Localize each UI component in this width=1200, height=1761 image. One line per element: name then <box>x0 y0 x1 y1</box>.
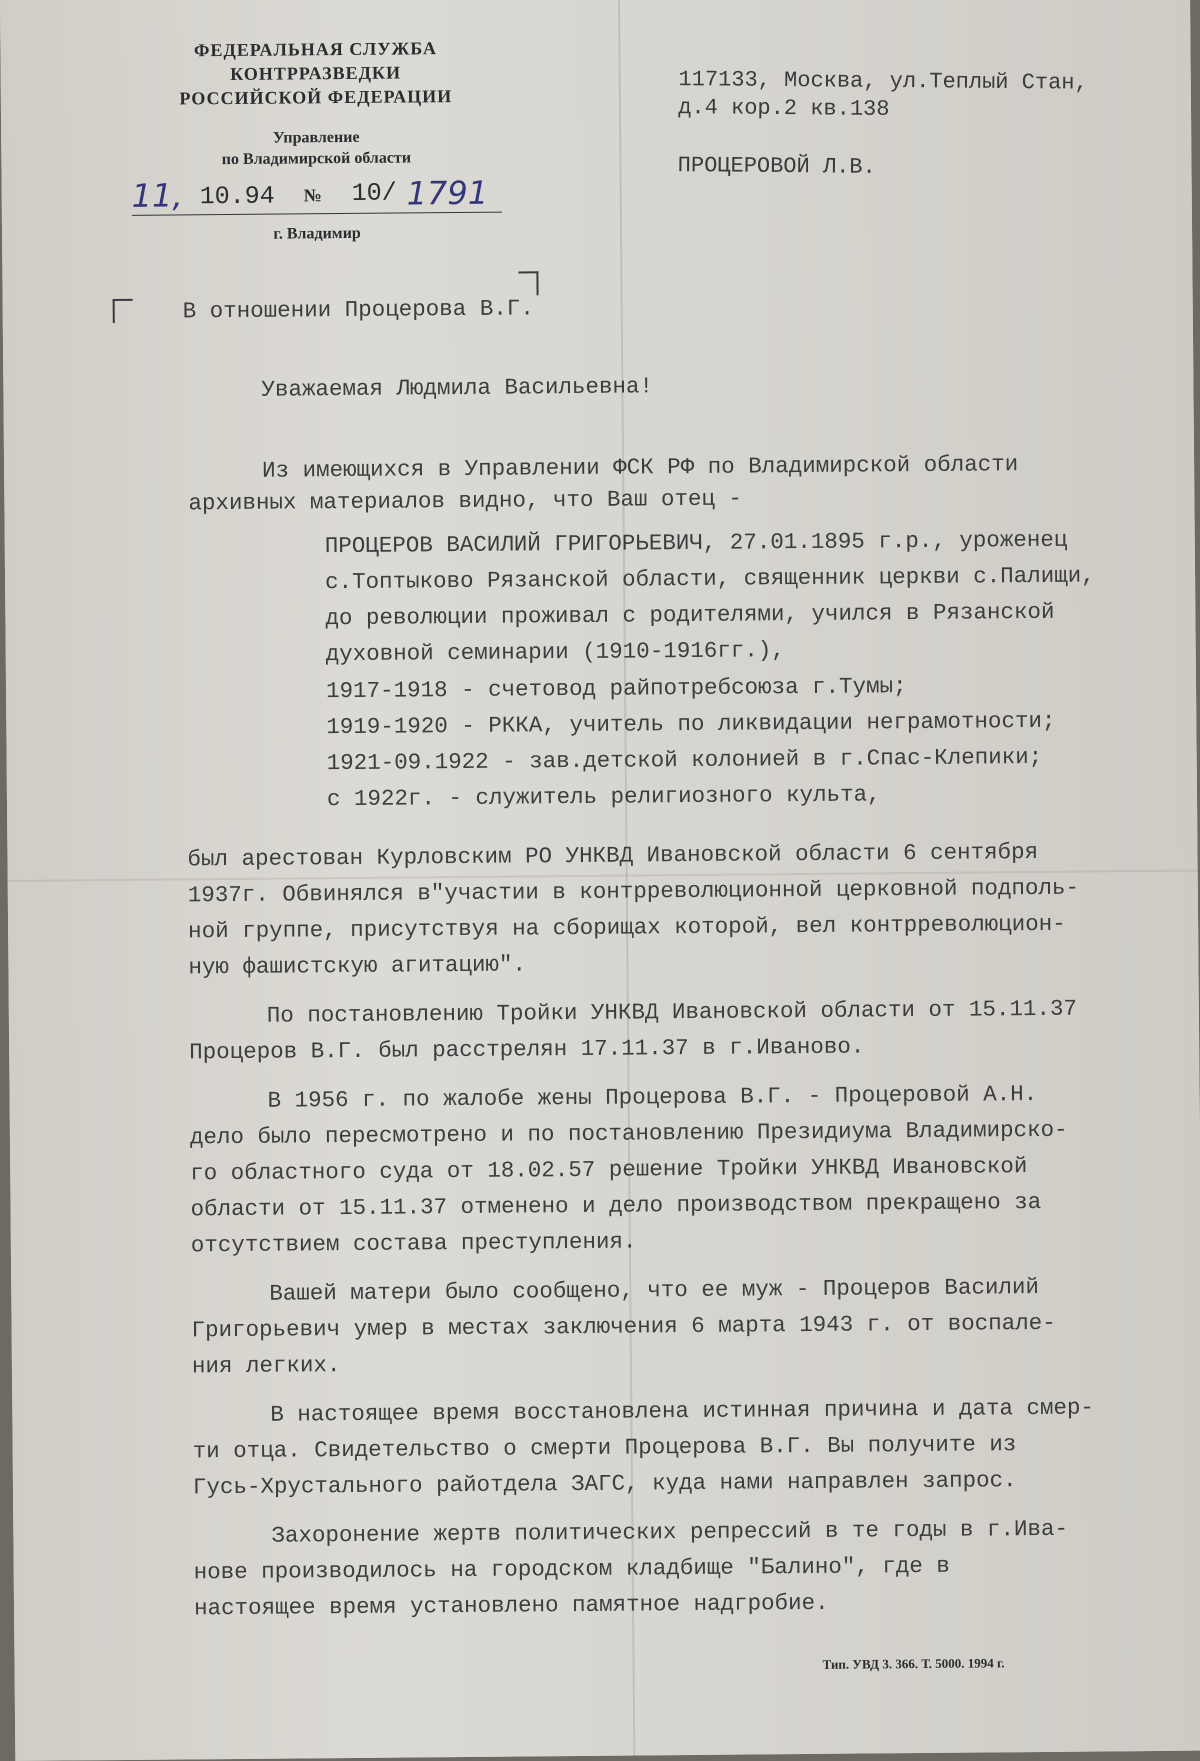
body-line: нове производилось на городском кладбище "Балино", где в <box>193 1552 950 1586</box>
bio-line: духовной семинарии (1910-1916гг.), <box>325 637 785 668</box>
subject-bracket-left <box>113 299 133 323</box>
bio-line: 1919-1920 - РККА, учитель по ликвидации неграмотности; <box>326 707 1056 741</box>
body-line: 1937г. Обвинялся в"участии в контрреволюционной церковной подполь- <box>187 874 1080 909</box>
letterhead-organization: ФЕДЕРАЛЬНАЯ СЛУЖБА КОНТРРАЗВЕДКИ РОССИЙСКОЙ ФЕДЕРАЦИИ <box>179 38 453 109</box>
recipient-address <box>678 66 1088 184</box>
date-underline <box>132 212 502 216</box>
subject-bracket-right <box>518 271 538 295</box>
number-sign: № <box>303 185 322 206</box>
body-line: По постановлению Тройки УНКВД Ивановской области от 15.11.37 <box>266 995 1078 1029</box>
body-line: ную фашистскую агитацию". <box>188 951 527 981</box>
body-line: Вашей матери было сообщено, что ее муж - Процеров Василий <box>269 1273 1040 1307</box>
letterhead-date-number-line <box>131 173 502 219</box>
subject-line: В отношении Процерова В.Г. <box>182 295 534 325</box>
typed-date: 10.94 <box>199 181 275 212</box>
recipient-name: ПРОЦЕРОВОЙ Л.В. <box>677 153 876 180</box>
body-line: ния легких. <box>191 1352 341 1380</box>
handwritten-day: 11, <box>131 176 183 215</box>
letterhead-department: Управление по Владимирской области <box>221 128 412 169</box>
body-line: Гусь-Хрустального райотдела ЗАГС, куда нами направлен запрос. <box>192 1467 1017 1501</box>
bio-line: 1917-1918 - счетовод райпотребсоюза г.Тумы; <box>325 673 907 705</box>
address-line-1: 117133, Москва, ул.Теплый Стан, <box>678 67 1088 96</box>
salutation: Уважаемая Людмила Васильевна! <box>261 373 654 403</box>
bio-line: с.Топтыково Рязанской области, священник церкви с.Палищи, <box>324 562 1095 596</box>
printer-mark: Тип. УВД 3. 366. Т. 5000. 1994 г. <box>822 1655 1005 1672</box>
body-line: настоящее время установлено памятное надгробие. <box>193 1589 829 1622</box>
bio-line: ПРОЦЕРОВ ВАСИЛИЙ ГРИГОРЬЕВИЧ, 27.01.1895 г.р., уроженец <box>324 526 1068 560</box>
letter-body <box>182 290 1183 1622</box>
body-line: го областного суда от 18.02.57 решение Тройки УНКВД Ивановской <box>190 1153 1028 1187</box>
body-line: Из имеющихся в Управлении ФСК РФ по Владимирской области <box>262 451 1019 484</box>
body-line: дело было пересмотрено и по постановлению Президиума Владимирско- <box>189 1116 1068 1151</box>
body-line: был арестован Курловским РО УНКВД Ивановской области 6 сентября <box>187 838 1039 873</box>
body-line: Григорьевич умер в местах заключения 6 марта 1943 г. от воспале- <box>191 1309 1056 1344</box>
body-line: Процеров В.Г. был расстрелян 17.11.37 в г.Иваново. <box>189 1033 865 1066</box>
letterhead <box>130 36 502 245</box>
bio-line: с 1922г. - служитель религиозного культа, <box>326 781 881 813</box>
letterhead-city: г. Владимир <box>273 224 361 243</box>
body-line: Захоронение жертв политических репрессий в те годы в г.Ива- <box>271 1515 1069 1549</box>
body-line: отсутствием состава преступления. <box>190 1228 637 1259</box>
body-line: В настоящее время восстановлена истинная причина и дата смер- <box>270 1394 1095 1428</box>
handwritten-number: 1791 <box>406 173 489 213</box>
body-line: области от 15.11.37 отменено и дело производством прекращено за <box>190 1188 1042 1223</box>
body-line: архивных материалов видно, что Ваш отец - <box>188 485 743 517</box>
body-line: ной группе, присутствуя на сборищах которой, вел контрреволюцион- <box>188 910 1066 945</box>
address-line-2: д.4 кор.2 кв.138 <box>678 95 890 122</box>
typed-number: 10/ <box>351 178 397 208</box>
bio-line: до революции проживал с родителями, учился в Рязанской <box>325 598 1055 632</box>
bio-line: 1921-09.1922 - зав.детской колонией в г.Спас-Клепики; <box>326 743 1043 777</box>
body-line: В 1956 г. по жалобе жены Процерова В.Г. - Процеровой А.Н. <box>267 1080 1038 1114</box>
body-line: ти отца. Свидетельство о смерти Процерова В.Г. Вы получите из <box>192 1431 1017 1465</box>
